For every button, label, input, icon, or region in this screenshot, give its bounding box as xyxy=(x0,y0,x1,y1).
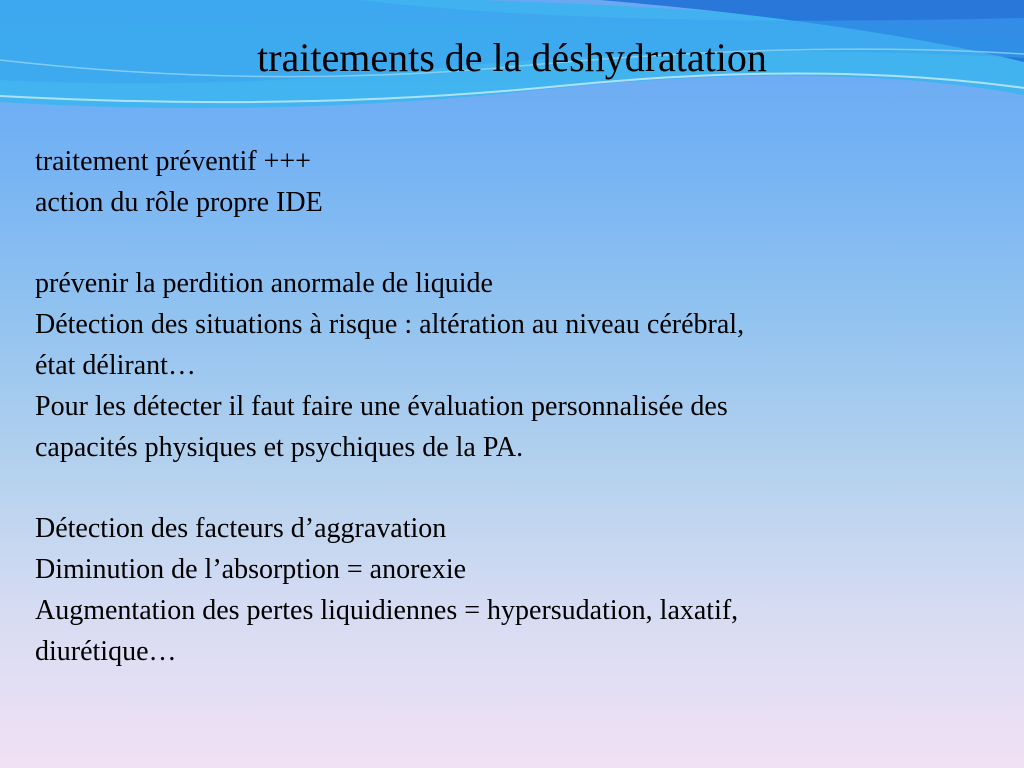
slide-title: traitements de la déshydratation xyxy=(257,35,767,80)
body-line: état délirant… xyxy=(35,349,196,381)
body-line: Pour les détecter il faut faire une évaluation personnalisée des xyxy=(35,390,728,422)
body-line: capacités physiques et psychiques de la PA. xyxy=(35,431,524,463)
body-line: Augmentation des pertes liquidiennes = hypersudation, laxatif, xyxy=(35,594,739,626)
body-line: Détection des situations à risque : altération au niveau cérébral, xyxy=(35,309,745,341)
body-line: action du rôle propre IDE xyxy=(35,186,323,218)
body-line: Diminution de l’absorption = anorexie xyxy=(35,553,467,585)
slide-body xyxy=(35,142,985,672)
paragraph-gap xyxy=(35,224,985,265)
body-line: diurétique… xyxy=(35,635,177,667)
body-line: Détection des facteurs d’aggravation xyxy=(35,513,447,545)
body-line: traitement préventif +++ xyxy=(35,146,311,177)
paragraph-gap xyxy=(35,468,985,509)
body-line: prévenir la perdition anormale de liquide xyxy=(35,268,493,300)
